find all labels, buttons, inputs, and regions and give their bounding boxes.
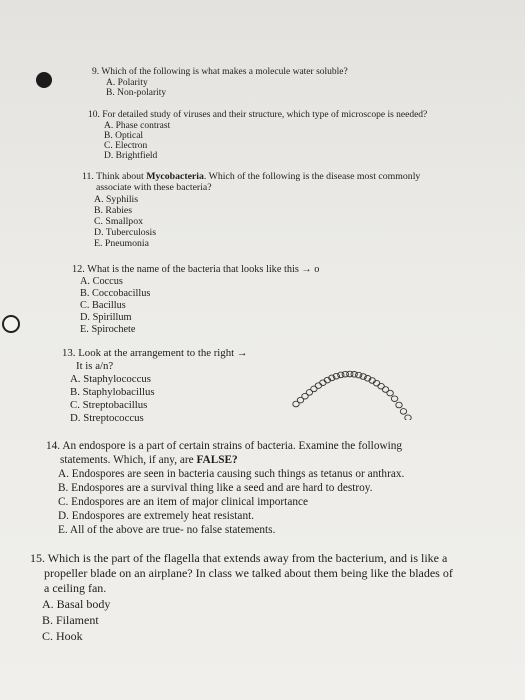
coccus-cell bbox=[396, 402, 402, 408]
question-15-option-a: A. Basal body bbox=[42, 597, 111, 611]
question-13-option-a: A. Staphylococcus bbox=[70, 373, 151, 385]
question-13-text-line2: It is a/n? bbox=[76, 360, 114, 372]
coccus-cell bbox=[311, 386, 317, 392]
question-14-option-e: E. All of the above are true- no false statements. bbox=[58, 524, 276, 536]
question-11-option-a: A. Syphilis bbox=[94, 194, 139, 205]
question-14-option-a: A. Endospores are seen in bacteria causing such things as tetanus or anthrax. bbox=[58, 468, 405, 480]
coccus-cell bbox=[400, 409, 406, 415]
question-15-text-line3: a ceiling fan. bbox=[44, 581, 107, 595]
question-11-text-end: . Which of the following is the disease most commonly bbox=[203, 171, 421, 182]
question-12-option-d: D. Spirillum bbox=[80, 312, 132, 323]
question-12-text: 12. What is the name of the bacteria that looks like this → o bbox=[72, 264, 320, 275]
question-12-option-c: C. Bacillus bbox=[80, 300, 126, 311]
question-14-text-line2 bbox=[60, 454, 238, 466]
coccus-cell bbox=[387, 390, 393, 396]
question-12-option-b: B. Coccobacillus bbox=[80, 288, 151, 299]
streptococcus-chain-illustration bbox=[290, 360, 420, 420]
coccus-cell bbox=[356, 372, 362, 378]
question-12-option-e: E. Spirochete bbox=[80, 324, 136, 335]
question-15-text: 15. Which is the part of the flagella that extends away from the bacterium, and is like a bbox=[30, 551, 448, 565]
question-11-keyword: Mycobacteria bbox=[146, 171, 204, 182]
coccus-cell bbox=[405, 415, 411, 420]
question-10-option-a: A. Phase contrast bbox=[104, 121, 171, 131]
question-9-text: 9. Which of the following is what makes a molecule water soluble? bbox=[92, 67, 348, 77]
coccus-cell bbox=[378, 383, 384, 389]
question-14-text-line2-start: statements. Which, if any, are bbox=[60, 454, 197, 466]
question-11-text-line2: associate with these bacteria? bbox=[96, 182, 212, 193]
question-11-text-start: 11. Think about bbox=[82, 171, 147, 182]
coccus-cell bbox=[315, 383, 321, 389]
question-11-option-c: C. Smallpox bbox=[94, 216, 143, 227]
punch-hole bbox=[36, 72, 52, 88]
question-13-text: 13. Look at the arrangement to the right → bbox=[62, 347, 248, 359]
question-14-option-c: C. Endospores are an item of major clinical importance bbox=[58, 496, 309, 508]
question-11-option-e: E. Pneumonia bbox=[94, 238, 149, 249]
question-11-option-d: D. Tuberculosis bbox=[94, 227, 157, 238]
question-14-option-b: B. Endospores are a survival thing like a seed and are hard to destroy. bbox=[58, 482, 373, 494]
question-13-option-d: D. Streptococcus bbox=[70, 412, 144, 424]
question-14-text: 14. An endospore is a part of certain strains of bacteria. Examine the following bbox=[46, 440, 403, 452]
question-15-option-c: C. Hook bbox=[42, 629, 83, 643]
question-15-text-line2: propeller blade on an airplane? In class we talked about them being like the blades of bbox=[44, 566, 453, 580]
question-14-option-d: D. Endospores are extremely heat resistant. bbox=[58, 510, 255, 522]
question-10-text: 10. For detailed study of viruses and their structure, which type of microscope is needed? bbox=[88, 110, 428, 120]
question-13-option-b: B. Staphylobacillus bbox=[70, 386, 155, 398]
question-14-false-keyword: FALSE? bbox=[196, 454, 238, 466]
question-11-option-b: B. Rabies bbox=[94, 205, 133, 216]
question-15-option-b: B. Filament bbox=[42, 613, 99, 627]
question-13-option-c: C. Streptobacillus bbox=[70, 399, 148, 411]
question-10-option-b: B. Optical bbox=[104, 131, 144, 141]
question-9-option-a: A. Polarity bbox=[106, 78, 148, 88]
coccus-cell bbox=[391, 396, 397, 402]
question-9-option-b: B. Non-polarity bbox=[106, 88, 167, 98]
punch-hole bbox=[2, 315, 20, 333]
coccus-cell bbox=[306, 390, 312, 396]
question-12-option-a: A. Coccus bbox=[80, 276, 123, 287]
question-10-option-c: C. Electron bbox=[104, 141, 148, 151]
question-10-option-d: D. Brightfield bbox=[104, 151, 158, 161]
